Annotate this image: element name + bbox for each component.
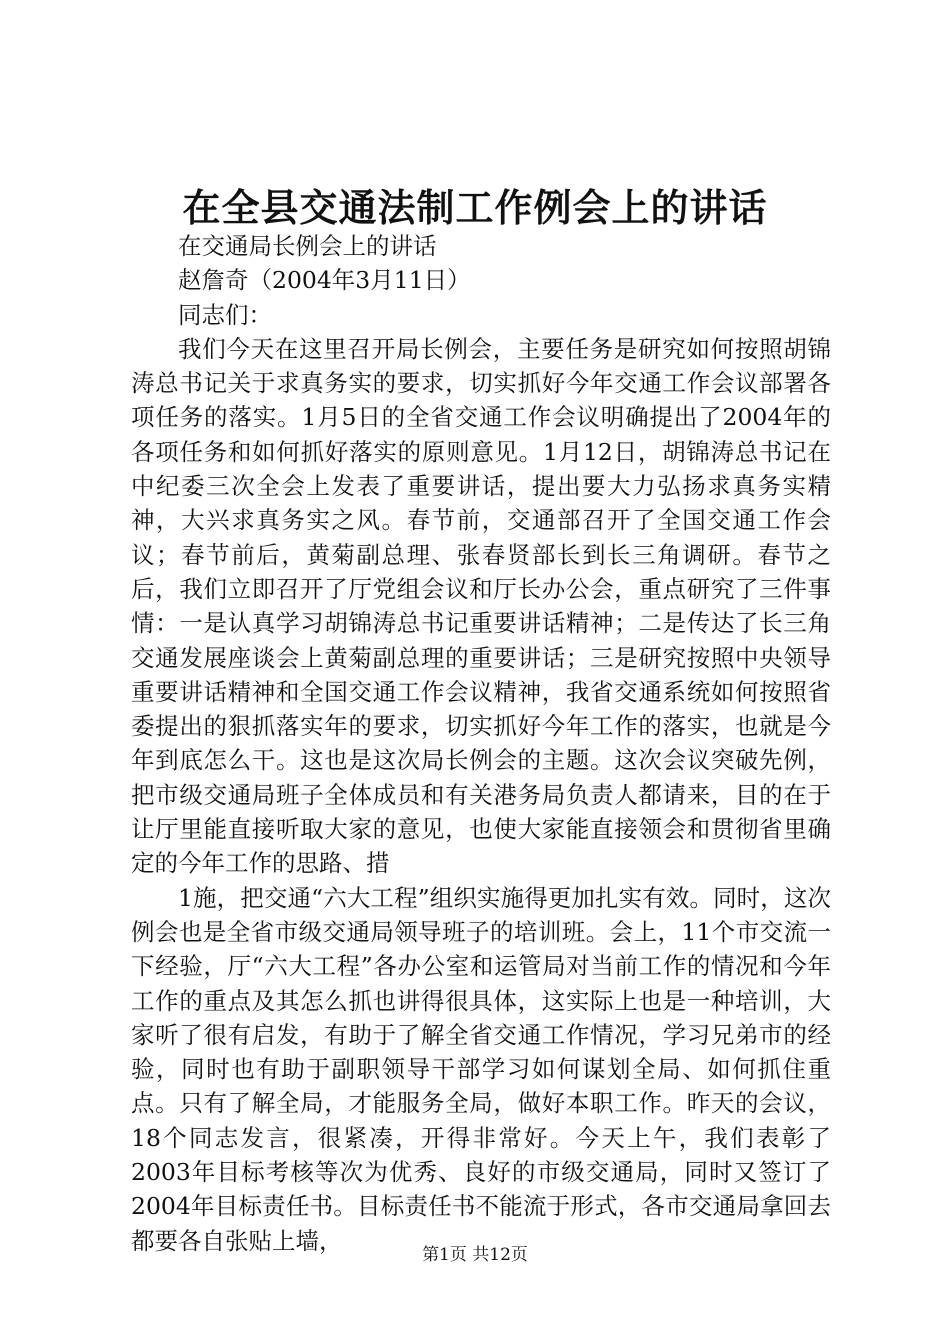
document-title: 在全县交通法制工作例会上的讲话 (182, 185, 768, 230)
page-footer: 第1页 共12页 (422, 1245, 528, 1265)
paragraph-subtitle: 在交通局长例会上的讲话 (178, 232, 437, 260)
paragraph-body-2: 1施，把交通“六大工程”组织实施得更加扎实有效。同时，这次例会也是全省市级交通局领导班子的培训班。会上，11个市交流一下经验，厅“六大工程”各办公室和运管局对当前工作的情况和今年工作的重点及其怎么抓也讲得很具体，这实际上也是一种培训，大家听了很有启发，有助于了解全省交通工作情况，学习兄弟市的经验，同时也有助于副职领导干部学习如何谋划全局、如何抓住重点。只有了解全局，才能服务全局，做好本职工作。昨天的会议，18个同志发言，很紧凑，开得非常好。今天上午，我们表彰了2003年目标考核等次为优秀、良好的市级交通局，同时又签订了2004年目标责任书。目标责任书不能流于形式，各市交通局拿回去都要各自张贴上墙， (131, 883, 831, 1255)
paragraph-body-1: 我们今天在这里召开局长例会，主要任务是研究如何按照胡锦涛总书记关于求真务实的要求，切实抓好今年交通工作会议部署各项任务的落实。1月5日的全省交通工作会议明确提出了2004年的各项任务和如何抓好落实的原则意见。1月12日，胡锦涛总书记在中纪委三次全会上发表了重要讲话，提出要大力弘扬求真务实精神，大兴求真务实之风。春节前，交通部召开了全国交通工作会议；春节前后，黄菊副总理、张春贤部长到长三角调研。春节之后，我们立即召开了厅党组会议和厅长办公会，重点研究了三件事情：一是认真学习胡锦涛总书记重要讲话精神；二是传达了长三角交通发展座谈会上黄菊副总理的重要讲话；三是研究按照中央领导重要讲话精神和全国交通工作会议精神，我省交通系统如何按照省委提出的狠抓落实年的要求，切实抓好今年工作的落实，也就是今年到底怎么干。这也是这次局长例会的主题。这次会议突破先例，把市级交通局班子全体成员和有关港务局负责人都请来，目的在于让厅里能直接听取大家的意见，也使大家能直接领会和贯彻省里确定的今年工作的思路、措 (131, 334, 831, 878)
paragraph-author-date: 赵詹奇（2004年3月11日） (178, 266, 471, 295)
document-body (131, 229, 831, 1258)
paragraph-salutation: 同志们： (178, 300, 272, 329)
